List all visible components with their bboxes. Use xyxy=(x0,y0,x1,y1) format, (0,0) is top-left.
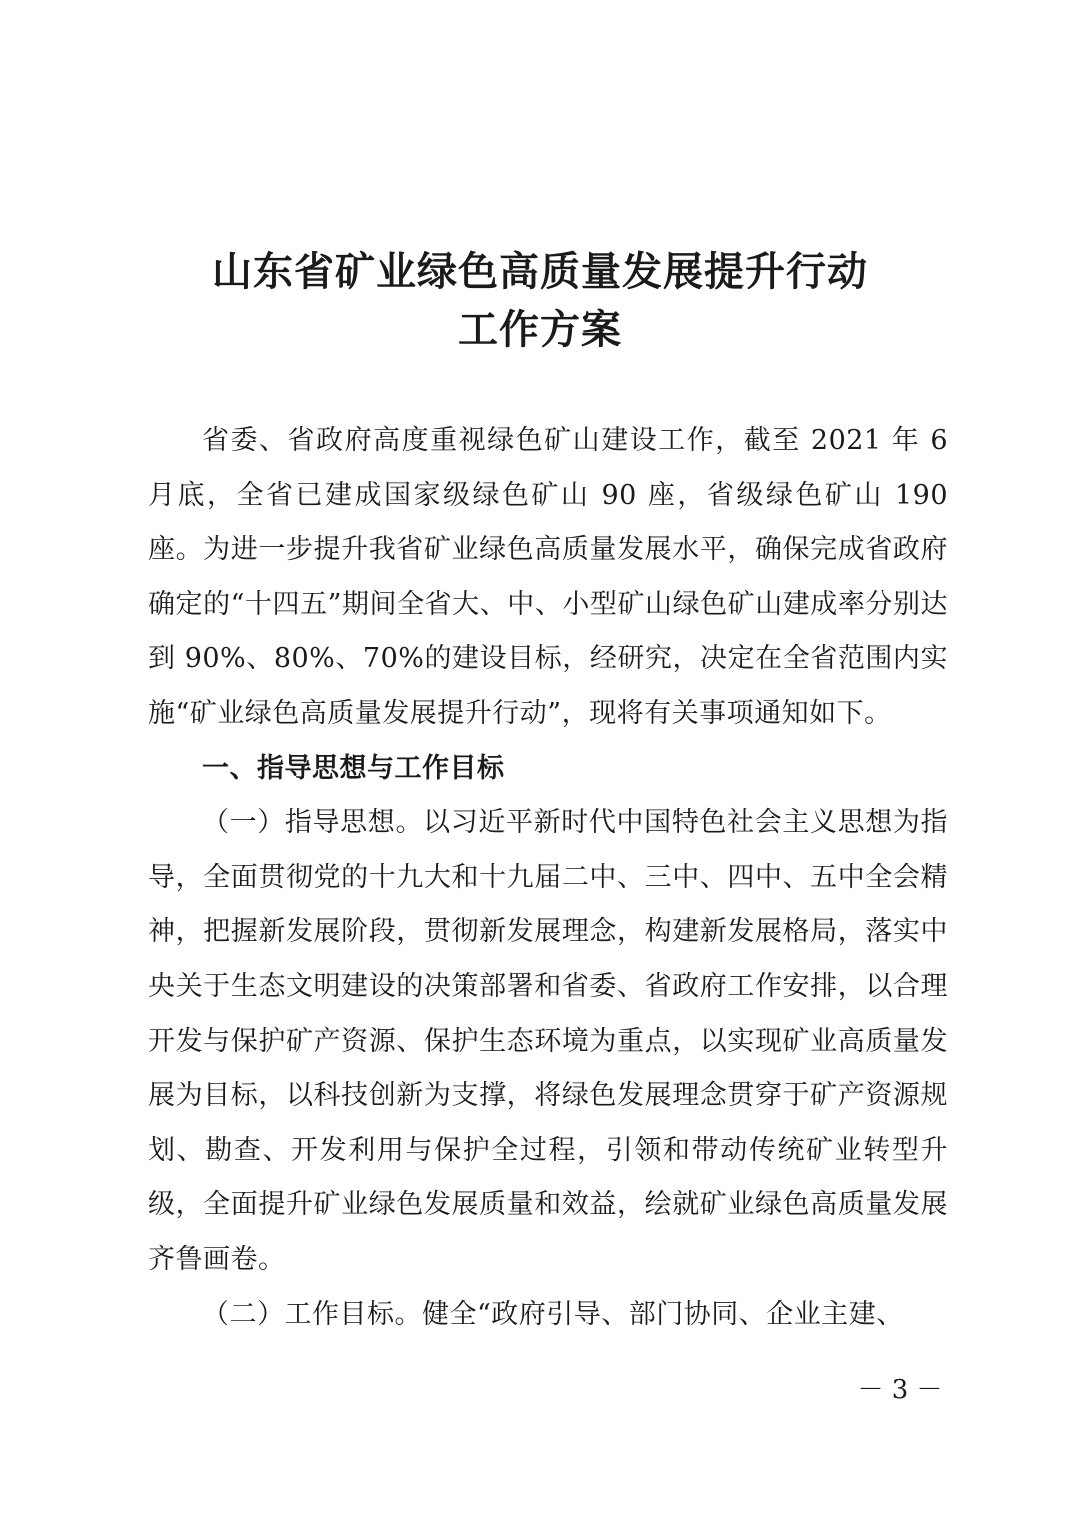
intro-paragraph: 省委、省政府高度重视绿色矿山建设工作，截至 2021 年 6 月底，全省已建成国家级绿色矿山 90 座，省级绿色矿山 190 座。为进一步提升我省矿业绿色高质量发展水平，确保完成省政府确定的“十四五”期间全省大、中、小型矿山绿色矿山建成率分别达到 90%、80%、70%的建设目标，经研究，决定在全省范围内实施“矿业绿色高质量发展提升行动”，现将有关事项通知如下。 xyxy=(148,425,948,729)
document-body xyxy=(148,414,948,1342)
guiding-ideology-paragraph: （一）指导思想。以习近平新时代中国特色社会主义思想为指导，全面贯彻党的十九大和十九届二中、三中、四中、五中全会精神，把握新发展阶段，贯彻新发展理念，构建新发展格局，落实中央关于生态文明建设的决策部署和省委、省政府工作安排，以合理开发与保护矿产资源、保护生态环境为重点，以实现矿业高质量发展为目标，以科技创新为支撑，将绿色发展理念贯穿于矿产资源规划、勘查、开发利用与保护全过程，引领和带动传统矿业转型升级，全面提升矿业绿色发展质量和效益，绘就矿业绿色高质量发展齐鲁画卷。 xyxy=(148,807,948,1275)
document-title-line2: 工作方案 xyxy=(458,306,622,353)
work-goals-paragraph: （二）工作目标。健全“政府引导、部门协同、企业主建、 xyxy=(202,1298,904,1330)
section-heading: 一、指导思想与工作目标 xyxy=(202,752,505,784)
document-title-line1: 山东省矿业绿色高质量发展提升行动 xyxy=(212,248,868,295)
page-number: － 3 － xyxy=(857,1375,943,1405)
